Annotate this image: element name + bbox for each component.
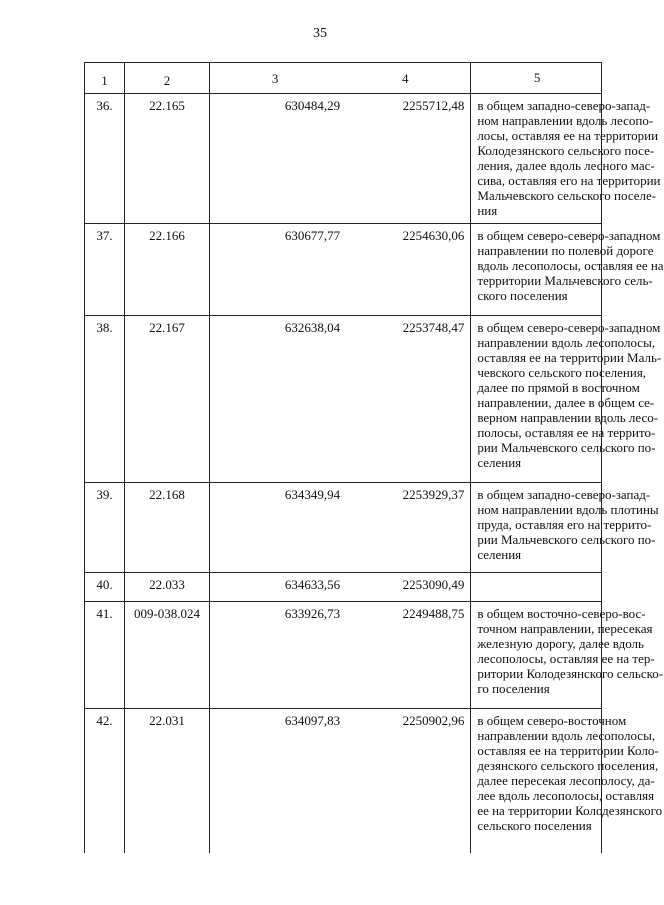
description-line: ном направлении вдоль лесопо- — [477, 113, 654, 128]
description-line: верном направлении вдоль лесо- — [477, 410, 659, 425]
coordinate-y: 2253090,49 — [340, 573, 471, 602]
coordinate-y: 2249488,75 — [340, 602, 471, 709]
description-line: селения — [477, 547, 522, 562]
description-line: Мальчевского сельского поселе- — [477, 188, 657, 203]
boundary-description — [471, 483, 659, 573]
point-id: 22.033 — [125, 573, 210, 602]
coordinate-y: 2253929,37 — [340, 483, 471, 573]
coordinate-y: 2255712,48 — [340, 94, 471, 224]
description-line: ном направлении вдоль плотины — [477, 502, 659, 517]
description-line: направлении по полевой дороге — [477, 243, 654, 258]
description-line: в общем северо-северо-западном — [477, 228, 661, 243]
description-line: точном направлении, пересекая — [477, 621, 653, 636]
point-id: 22.167 — [125, 316, 210, 483]
description-line: территории Мальчевского сель- — [477, 273, 653, 288]
description-line: оставляя ее на территории Маль- — [477, 350, 662, 365]
description-line: дезянского сельского поселения, — [477, 758, 659, 773]
description-line: ского поселения — [477, 288, 568, 303]
boundary-description — [471, 602, 664, 709]
description-line: лесополосы, оставляя ее на тер- — [477, 651, 655, 666]
description-line: ее на территории Колодезянского — [477, 803, 663, 818]
coordinate-x: 634097,83 — [210, 709, 341, 854]
description-line: лее вдоль лесополосы, оставляя — [477, 788, 655, 803]
table-row — [85, 94, 602, 224]
coordinate-x: 632638,04 — [210, 316, 341, 483]
description-line: го поселения — [477, 681, 550, 696]
point-sequence-number: 41. — [85, 602, 125, 709]
table-row — [85, 483, 602, 573]
point-id: 009-038.024 — [125, 602, 210, 709]
coordinate-x: 633926,73 — [210, 602, 341, 709]
description-line: оставляя ее на территории Коло- — [477, 743, 659, 758]
column-header-4: 4 — [340, 63, 471, 94]
table-header-row — [85, 63, 602, 94]
table-row — [85, 224, 602, 316]
description-line: лосы, оставляя ее на территории — [477, 128, 659, 143]
description-line: вдоль лесополосы, оставляя ее на — [477, 258, 664, 273]
table-row — [85, 709, 602, 854]
description-line: пруда, оставляя его на террито- — [477, 517, 652, 532]
coordinate-y: 2254630,06 — [340, 224, 471, 316]
point-sequence-number: 40. — [85, 573, 125, 602]
column-header-5: 5 — [471, 63, 602, 94]
description-line: далее пересекая лесополосу, да- — [477, 773, 655, 788]
boundary-description — [471, 224, 664, 316]
coordinate-x: 634633,56 — [210, 573, 341, 602]
point-sequence-number: 39. — [85, 483, 125, 573]
point-sequence-number: 42. — [85, 709, 125, 854]
description-line: железную дорогу, далее вдоль — [477, 636, 644, 651]
description-line: селения — [477, 455, 522, 470]
description-line: направлении, далее в общем се- — [477, 395, 655, 410]
coordinate-x: 630677,77 — [210, 224, 341, 316]
table-row — [85, 573, 602, 602]
description-line: Колодезянского сельского посе- — [477, 143, 655, 158]
description-line: чевского сельского поселения, — [477, 365, 647, 380]
description-line: сельского поселения — [477, 818, 592, 833]
description-line: полосы, оставляя ее на террито- — [477, 425, 656, 440]
description-line: направлении вдоль лесополосы, — [477, 335, 656, 350]
boundary-points-table — [84, 62, 664, 853]
boundary-description — [471, 94, 661, 224]
description-line: рии Мальчевского сельского по- — [477, 440, 656, 455]
description-line: ния — [477, 203, 498, 218]
page-number: 35 — [313, 26, 327, 41]
boundary-description — [471, 709, 663, 854]
coordinate-x: 630484,29 — [210, 94, 341, 224]
point-sequence-number: 36. — [85, 94, 125, 224]
coordinate-y: 2250902,96 — [340, 709, 471, 854]
point-id: 22.168 — [125, 483, 210, 573]
description-line: направлении вдоль лесополосы, — [477, 728, 656, 743]
description-line: ления, далее вдоль лесного мас- — [477, 158, 655, 173]
point-sequence-number: 37. — [85, 224, 125, 316]
description-line: далее по прямой в восточном — [477, 380, 640, 395]
boundary-description — [471, 316, 662, 483]
coordinate-y: 2253748,47 — [340, 316, 471, 483]
point-id: 22.166 — [125, 224, 210, 316]
column-header-1: 1 — [85, 63, 125, 94]
coordinate-x: 634349,94 — [210, 483, 341, 573]
column-header-2: 2 — [125, 63, 210, 94]
point-sequence-number: 38. — [85, 316, 125, 483]
description-line: в общем западно-северо-запад- — [477, 487, 651, 502]
description-line: в общем восточно-северо-вос- — [477, 606, 646, 621]
point-id: 22.165 — [125, 94, 210, 224]
table-row — [85, 602, 602, 709]
table-row — [85, 316, 602, 483]
column-header-3: 3 — [210, 63, 341, 94]
description-line: в общем северо-северо-западном — [477, 320, 661, 335]
description-line: в общем западно-северо-запад- — [477, 98, 651, 113]
description-line: сива, оставляя его на территории — [477, 173, 661, 188]
point-id: 22.031 — [125, 709, 210, 854]
description-line: в общем северо-восточном — [477, 713, 627, 728]
boundary-description — [471, 573, 602, 602]
description-line: ритории Колодезянского сельско- — [477, 666, 664, 681]
description-line: рии Мальчевского сельского по- — [477, 532, 656, 547]
